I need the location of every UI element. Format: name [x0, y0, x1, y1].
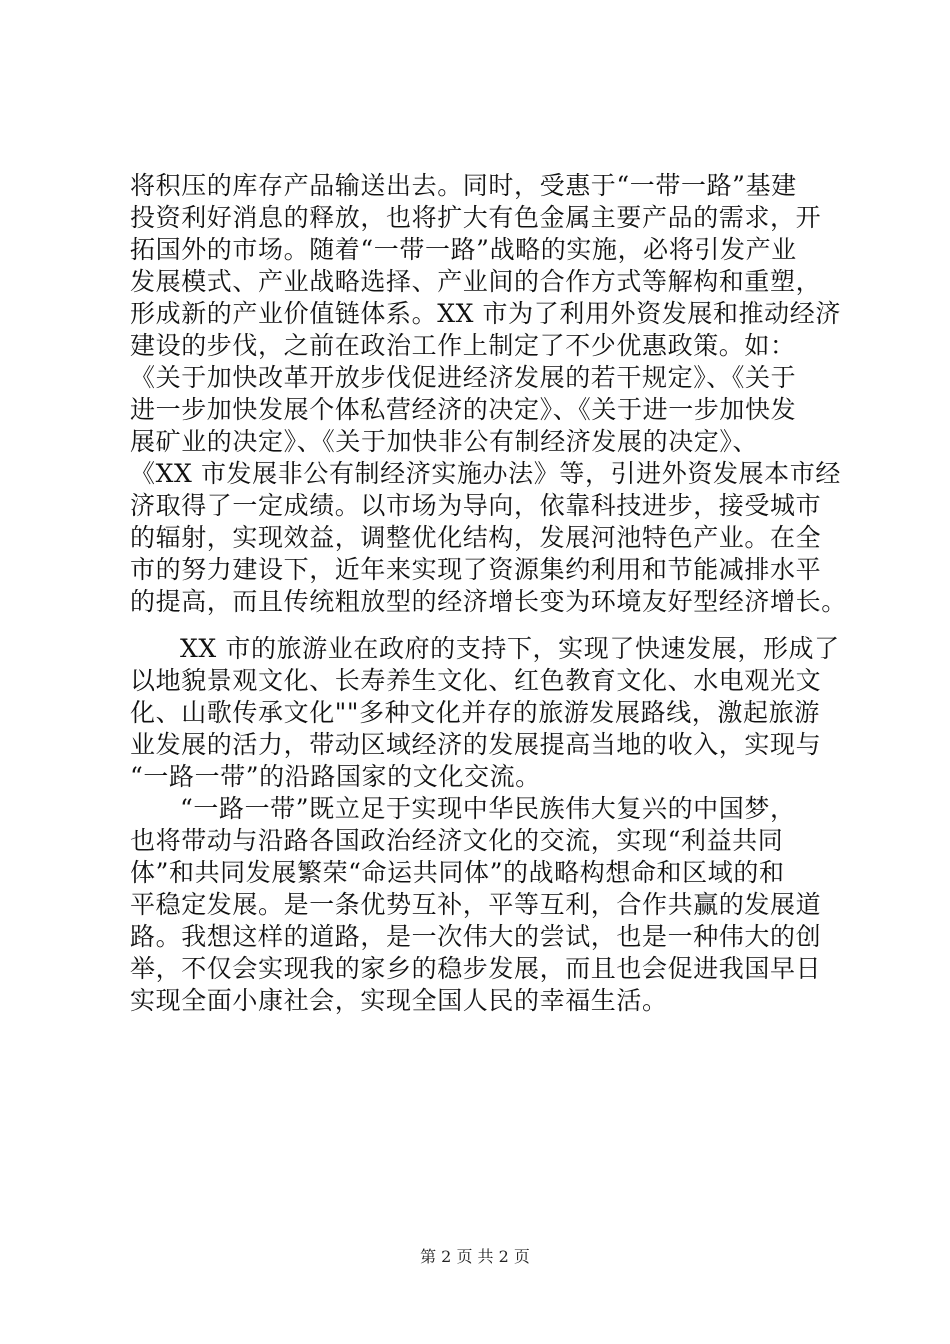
paragraph-line: 形成新的产业价值链体系。XX 市为了利用外资发展和推动经济: [130, 299, 841, 328]
paragraph-line: 拓国外的市场。随着“一带一路”战略的实施，必将引发产业: [130, 235, 797, 264]
page-number-footer: 第 2 页 共 2 页: [420, 1247, 530, 1266]
paragraph-line: 建设的步伐，之前在政治工作上制定了不少优惠政策。如：: [130, 331, 796, 360]
paragraph-line: 平稳定发展。是一条优势互补，平等互利，合作共赢的发展道: [130, 890, 822, 919]
paragraph-line: 举，不仅会实现我的家乡的稳步发展，而且也会促进我国早日: [130, 954, 822, 983]
paragraph-line: 发展模式、产业战略选择、产业间的合作方式等解构和重塑，: [130, 267, 822, 296]
paragraph-line: 将积压的库存产品输送出去。同时，受惠于“一带一路”基建: [130, 171, 797, 200]
paragraph-line: 路。我想这样的道路，是一次伟大的尝试，也是一种伟大的创: [130, 922, 822, 951]
paragraph-line: 进一步加快发展个体私营经济的决定》、《关于进一步加快发: [130, 395, 797, 424]
paragraph-line: 市的努力建设下，近年来实现了资源集约利用和节能减排水平: [130, 555, 822, 584]
paragraph-line: “一路一带”既立足于实现中华民族伟大复兴的中国梦，: [180, 794, 796, 823]
paragraph-line: 展矿业的决定》、《关于加快非公有制经济发展的决定》、: [130, 427, 759, 456]
paragraph-line: 济取得了一定成绩。以市场为导向，依靠科技进步，接受城市: [130, 491, 822, 520]
paragraph-line: 的辐射，实现效益，调整优化结构，发展河池特色产业。在全: [130, 523, 822, 552]
paragraph-line: 《关于加快改革开放步伐促进经济发展的若干规定》、《关于: [130, 363, 797, 392]
paragraph-line: 以地貌景观文化、长寿养生文化、红色教育文化、水电观光文: [130, 666, 822, 695]
paragraph-line: 也将带动与沿路各国政治经济文化的交流，实现“利益共同: [130, 826, 784, 855]
paragraph-line: 业发展的活力，带动区域经济的发展提高当地的收入，实现与: [130, 730, 822, 759]
paragraph-line: 实现全面小康社会，实现全国人民的幸福生活。: [130, 986, 668, 1015]
paragraph-line: 化、山歌传承文化""多种文化并存的旅游发展路线，激起旅游: [130, 698, 820, 727]
paragraph-line: XX 市的旅游业在政府的支持下，实现了快速发展，形成了: [180, 634, 840, 663]
paragraph-line: “一路一带”的沿路国家的文化交流。: [130, 762, 541, 791]
paragraph-line: 《XX 市发展非公有制经济实施办法》等，引进外资发展本市经: [130, 459, 841, 488]
paragraph-line: 投资利好消息的释放，也将扩大有色金属主要产品的需求，开: [130, 203, 822, 232]
paragraph-line: 的提高，而且传统粗放型的经济增长变为环境友好型经济增长。: [130, 587, 847, 616]
paragraph-line: 体”和共同发展繁荣“命运共同体”的战略构想命和区域的和: [130, 858, 785, 887]
